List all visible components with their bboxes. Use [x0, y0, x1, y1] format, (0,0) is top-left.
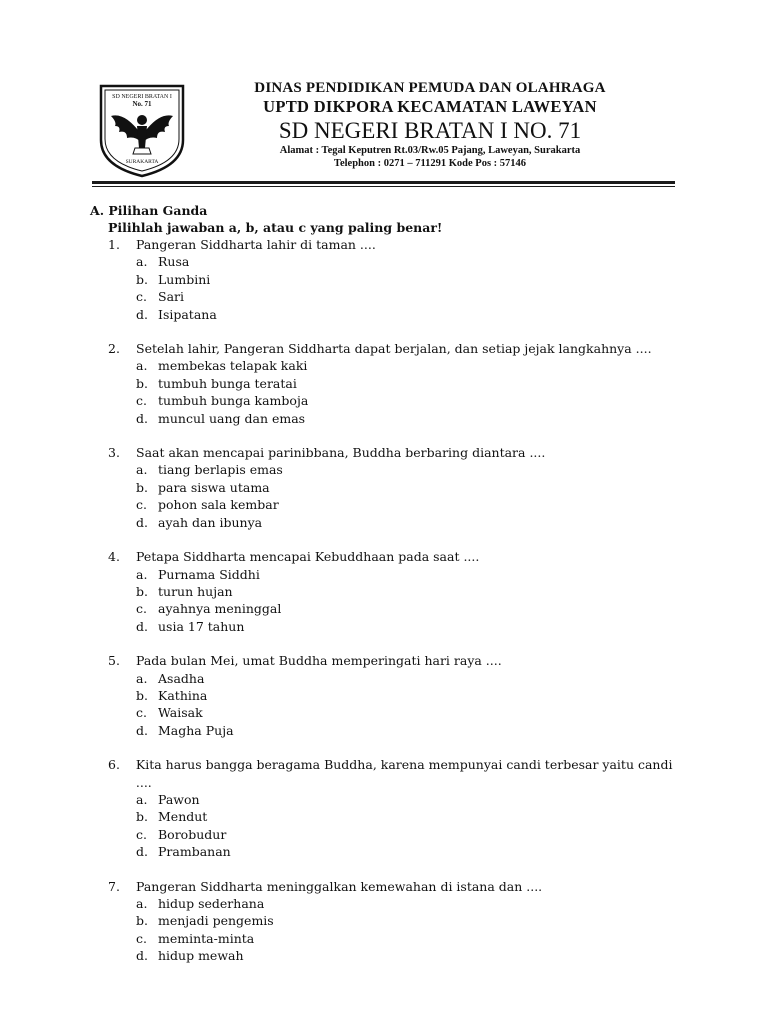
- option-text: para siswa utama: [158, 479, 270, 495]
- option-letter: b.: [136, 583, 148, 599]
- option-text: Sari: [158, 289, 184, 305]
- option-letter: c.: [136, 930, 147, 946]
- option-text: turun hujan: [158, 583, 233, 599]
- question-3: [90, 444, 690, 531]
- question-text: Pangeran Siddharta lahir di taman ....: [136, 237, 376, 252]
- question-text: Pada bulan Mei, umat Buddha memperingati hari raya ....: [136, 653, 502, 669]
- option-letter: a.: [136, 566, 148, 582]
- answer-option: [90, 410, 690, 427]
- option-text: Prambanan: [158, 844, 231, 860]
- agency-name: DINAS PENDIDIKAN PEMUDA DAN OLAHRAGA: [254, 80, 606, 96]
- option-text: meminta-minta: [158, 930, 255, 946]
- question-line: [90, 444, 690, 461]
- answer-option: [90, 722, 690, 739]
- question-4: [90, 548, 690, 635]
- option-text: ayah dan ibunya: [158, 514, 263, 530]
- school-address: Alamat : Tegal Keputren Rt.03/Rw.05 Pajang, Laweyan, Surakarta: [279, 145, 581, 156]
- question-number: 4.: [108, 549, 120, 565]
- option-text: Purnama Siddhi: [158, 566, 260, 582]
- option-letter: c.: [136, 289, 147, 305]
- option-text: muncul uang dan emas: [158, 410, 306, 426]
- answer-option: [90, 895, 690, 912]
- answer-option: [90, 514, 690, 531]
- option-text: tiang berlapis emas: [158, 462, 283, 478]
- question-number: 6.: [108, 757, 120, 773]
- question-text: Saat akan mencapai parinibbana, Buddha berbaring diantara ....: [136, 445, 546, 461]
- question-line: [90, 756, 690, 791]
- option-letter: d.: [136, 722, 148, 738]
- option-letter: b.: [136, 479, 148, 495]
- answer-option: [90, 496, 690, 513]
- answer-option: [90, 583, 690, 600]
- question-line: [90, 340, 690, 357]
- question-line: [90, 548, 690, 565]
- answer-option: [90, 808, 690, 825]
- option-letter: b.: [136, 809, 148, 825]
- option-letter: d.: [136, 410, 148, 426]
- option-letter: b.: [136, 687, 148, 703]
- option-text: Waisak: [158, 705, 203, 721]
- option-letter: c.: [136, 601, 147, 617]
- answer-option: [90, 826, 690, 843]
- option-letter: a.: [136, 254, 148, 270]
- question-number: 3.: [108, 445, 120, 461]
- header-divider-thick: [92, 181, 675, 184]
- option-letter: d.: [136, 948, 148, 964]
- answer-option: [90, 912, 690, 929]
- option-text: hidup mewah: [158, 948, 244, 964]
- option-text: membekas telapak kaki: [158, 358, 308, 374]
- option-text: pohon sala kembar: [158, 497, 279, 513]
- answer-option: [90, 930, 690, 947]
- option-text: Kathina: [158, 687, 208, 703]
- question-number: 5.: [108, 653, 120, 669]
- option-text: Mendut: [158, 809, 208, 825]
- answer-option: [90, 392, 690, 409]
- option-letter: c.: [136, 705, 147, 721]
- answer-option: [90, 479, 690, 496]
- option-text: ayahnya meninggal: [158, 601, 282, 617]
- option-letter: b.: [136, 375, 148, 391]
- answer-option: [90, 600, 690, 617]
- question-text: Pangeran Siddharta meninggalkan kemewahan di istana dan ....: [136, 878, 543, 894]
- answer-option: [90, 306, 690, 323]
- exam-content: [90, 202, 690, 965]
- answer-option: [90, 687, 690, 704]
- option-letter: c.: [136, 393, 147, 409]
- answer-option: [90, 288, 690, 305]
- question-7: [90, 878, 690, 965]
- answer-option: [90, 670, 690, 687]
- option-letter: d.: [136, 514, 148, 530]
- option-letter: a.: [136, 791, 148, 807]
- answer-option: [90, 704, 690, 721]
- question-number: 2.: [108, 341, 120, 357]
- option-letter: b.: [136, 913, 148, 929]
- option-letter: a.: [136, 896, 148, 911]
- option-text: Borobudur: [158, 826, 227, 842]
- answer-option: [90, 947, 690, 964]
- question-list: [90, 236, 690, 965]
- answer-option: [90, 618, 690, 635]
- option-letter: c.: [136, 497, 147, 513]
- question-text: Setelah lahir, Pangeran Siddharta dapat berjalan, dan setiap jejak langkahnya ....: [136, 341, 652, 357]
- option-letter: d.: [136, 306, 148, 322]
- question-1: [90, 236, 690, 323]
- section-instruction: Pilihlah jawaban a, b, atau c yang paling benar!: [108, 220, 443, 235]
- option-text: Rusa: [158, 254, 190, 270]
- option-letter: d.: [136, 618, 148, 634]
- option-text: usia 17 tahun: [158, 618, 245, 634]
- answer-option: [90, 375, 690, 392]
- option-letter: a.: [136, 358, 148, 374]
- question-text: Kita harus bangga beragama Buddha, karena mempunyai candi terbesar yaitu candi ....: [135, 757, 673, 790]
- option-text: hidup sederhana: [158, 896, 265, 911]
- option-text: tumbuh bunga teratai: [158, 375, 297, 391]
- answer-option: [90, 461, 690, 478]
- option-letter: d.: [136, 844, 148, 860]
- option-text: Magha Puja: [158, 722, 234, 738]
- question-number: 7.: [108, 878, 120, 894]
- header-divider-thin: [92, 186, 675, 187]
- letterhead: [200, 80, 660, 170]
- unit-name: UPTD DIKPORA KECAMATAN LAWEYAN: [263, 97, 597, 116]
- question-5: [90, 652, 690, 739]
- question-line: [90, 652, 690, 669]
- school-phone: Telephon : 0271 – 711291 Kode Pos : 57146: [333, 158, 527, 169]
- option-letter: c.: [136, 826, 147, 842]
- question-line: [90, 878, 690, 895]
- question-text: Petapa Siddharta mencapai Kebuddhaan pada saat ....: [136, 549, 480, 565]
- logo-top-text: SD NEGERI BRATAN I: [112, 94, 172, 100]
- answer-option: [90, 843, 690, 860]
- option-text: Lumbini: [158, 271, 211, 287]
- option-text: Pawon: [158, 791, 200, 807]
- option-letter: b.: [136, 271, 148, 287]
- school-name: SD NEGERI BRATAN I NO. 71: [278, 118, 582, 143]
- answer-option: [90, 357, 690, 374]
- option-text: Isipatana: [158, 306, 217, 322]
- answer-option: [90, 253, 690, 270]
- logo-bottom-text: SURAKARTA: [125, 159, 159, 165]
- option-letter: a.: [136, 670, 148, 686]
- option-letter: a.: [136, 462, 148, 478]
- question-line: [90, 236, 690, 253]
- answer-option: [90, 271, 690, 288]
- answer-option: [90, 566, 690, 583]
- option-text: Asadha: [158, 670, 205, 686]
- section-title: A. Pilihan Ganda: [90, 203, 208, 218]
- question-6: [90, 756, 690, 860]
- option-text: menjadi pengemis: [158, 913, 274, 929]
- logo-number: No. 71: [132, 100, 152, 108]
- question-2: [90, 340, 690, 427]
- option-text: tumbuh bunga kamboja: [158, 393, 309, 409]
- school-emblem-icon: [97, 82, 187, 178]
- school-logo: [97, 82, 187, 178]
- question-number: 1.: [108, 237, 120, 252]
- answer-option: [90, 791, 690, 808]
